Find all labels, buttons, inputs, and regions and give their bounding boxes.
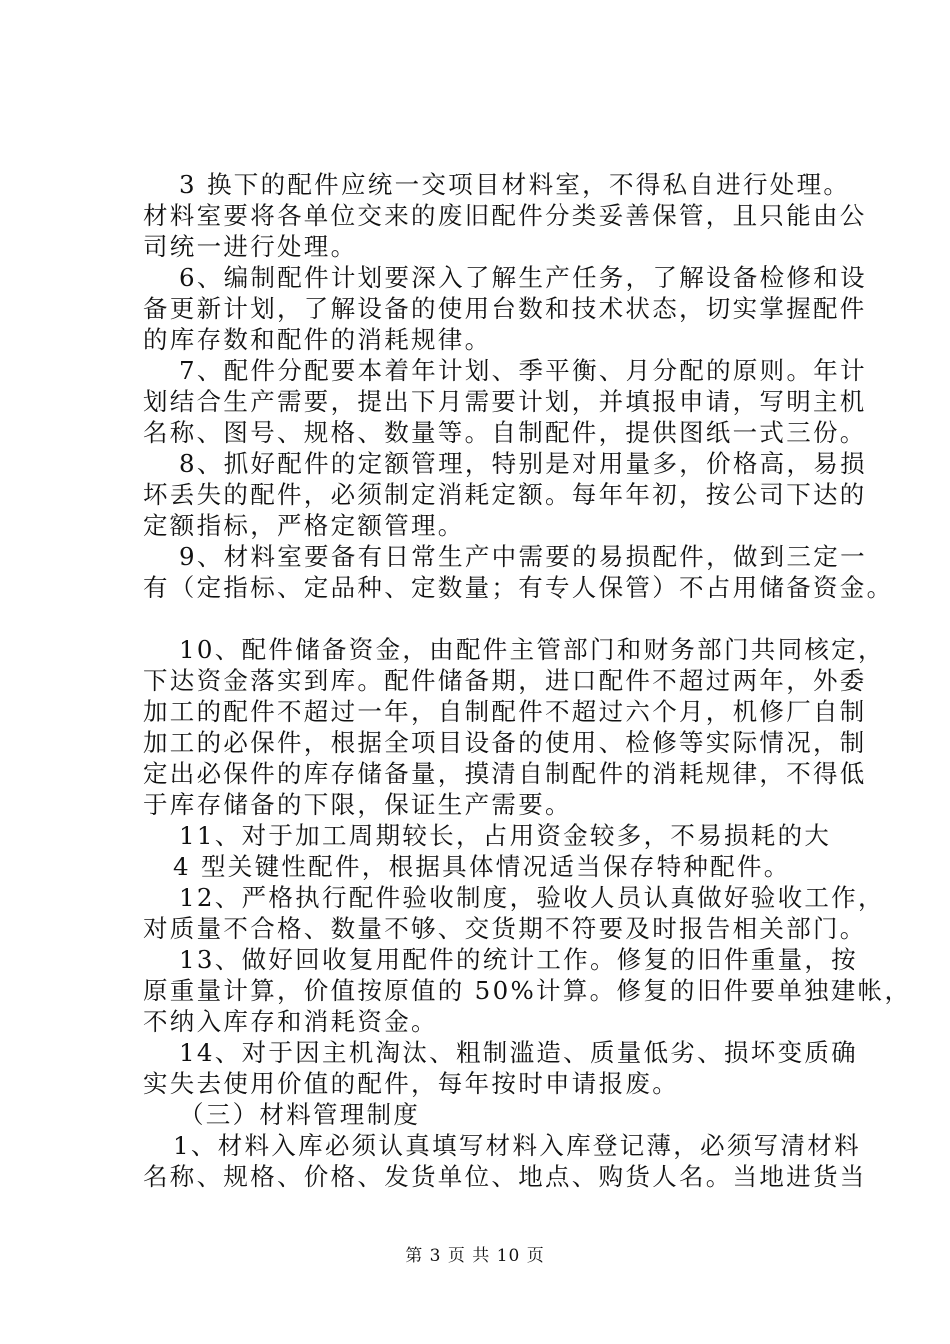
paragraph-line: 不纳入库存和消耗资金。: [143, 1007, 438, 1036]
paragraph-line: 3 换下的配件应统一交项目材料室，不得私自进行处理。: [179, 170, 851, 199]
paragraph-line: 的库存数和配件的消耗规律。: [143, 325, 492, 354]
paragraph-line: 14、对于因主机淘汰、粗制滥造、质量低劣、损坏变质确: [179, 1038, 858, 1067]
paragraph-line: 下达资金落实到库。配件储备期，进口配件不超过两年，外委: [143, 666, 867, 695]
paragraph-line: 10、配件储备资金，由配件主管部门和财务部门共同核定，: [179, 635, 885, 664]
paragraph-line: 1、材料入库必须认真填写材料入库登记薄，必须写清材料: [173, 1131, 861, 1160]
paragraph-line: 原重量计算，价值按原值的 50%计算。修复的旧件要单独建帐，: [143, 976, 912, 1005]
paragraph-line: 名称、规格、价格、发货单位、地点、购货人名。当地进货当: [143, 1162, 867, 1191]
paragraph-line: 7、配件分配要本着年计划、季平衡、月分配的原则。年计: [179, 356, 867, 385]
paragraph-line: 加工的配件不超过一年，自制配件不超过六个月，机修厂自制: [143, 697, 867, 726]
paragraph-line: 司统一进行处理。: [143, 232, 358, 261]
paragraph-line: 于库存储备的下限，保证生产需要。: [143, 790, 572, 819]
paragraph-line: 有（定指标、定品种、定数量；有专人保管）不占用储备资金。: [143, 573, 894, 602]
paragraph-line: 坏丢失的配件，必须制定消耗定额。每年年初，按公司下达的: [143, 480, 867, 509]
paragraph-line: 8、抓好配件的定额管理，特别是对用量多，价格高，易损: [179, 449, 867, 478]
paragraph-line: 材料室要将各单位交来的废旧配件分类妥善保管，且只能由公: [143, 201, 867, 230]
page-footer: 第 3 页 共 10 页: [405, 1246, 545, 1266]
paragraph-line: 加工的必保件，根据全项目设备的使用、检修等实际情况，制: [143, 728, 867, 757]
paragraph-line: 4 型关键性配件，根据具体情况适当保存特种配件。: [173, 852, 791, 881]
paragraph-line: 定额指标，严格定额管理。: [143, 511, 465, 540]
paragraph-line: 对质量不合格、数量不够、交货期不符要及时报告相关部门。: [143, 914, 867, 943]
paragraph-line: 划结合生产需要，提出下月需要计划，并填报申请，写明主机: [143, 387, 867, 416]
document-body: [143, 169, 912, 1192]
paragraph-line: 备更新计划，了解设备的使用台数和技术状态，切实掌握配件: [143, 294, 867, 323]
paragraph-line: 12、严格执行配件验收制度，验收人员认真做好验收工作，: [179, 883, 885, 912]
paragraph-gap: [143, 603, 853, 634]
section-heading: （三）材料管理制度: [179, 1100, 421, 1129]
paragraph-line: 13、做好回收复用配件的统计工作。修复的旧件重量，按: [179, 945, 858, 974]
paragraph-line: 定出必保件的库存储备量，摸清自制配件的消耗规律，不得低: [143, 759, 867, 788]
paragraph-line: 名称、图号、规格、数量等。自制配件，提供图纸一式三份。: [143, 418, 867, 447]
paragraph-line: 11、对于加工周期较长，占用资金较多，不易损耗的大: [179, 821, 832, 850]
paragraph-line: 9、材料室要备有日常生产中需要的易损配件，做到三定一: [179, 542, 867, 571]
paragraph-line: 6、编制配件计划要深入了解生产任务，了解设备检修和设: [179, 263, 867, 292]
paragraph-line: 实失去使用价值的配件，每年按时申请报废。: [143, 1069, 679, 1098]
